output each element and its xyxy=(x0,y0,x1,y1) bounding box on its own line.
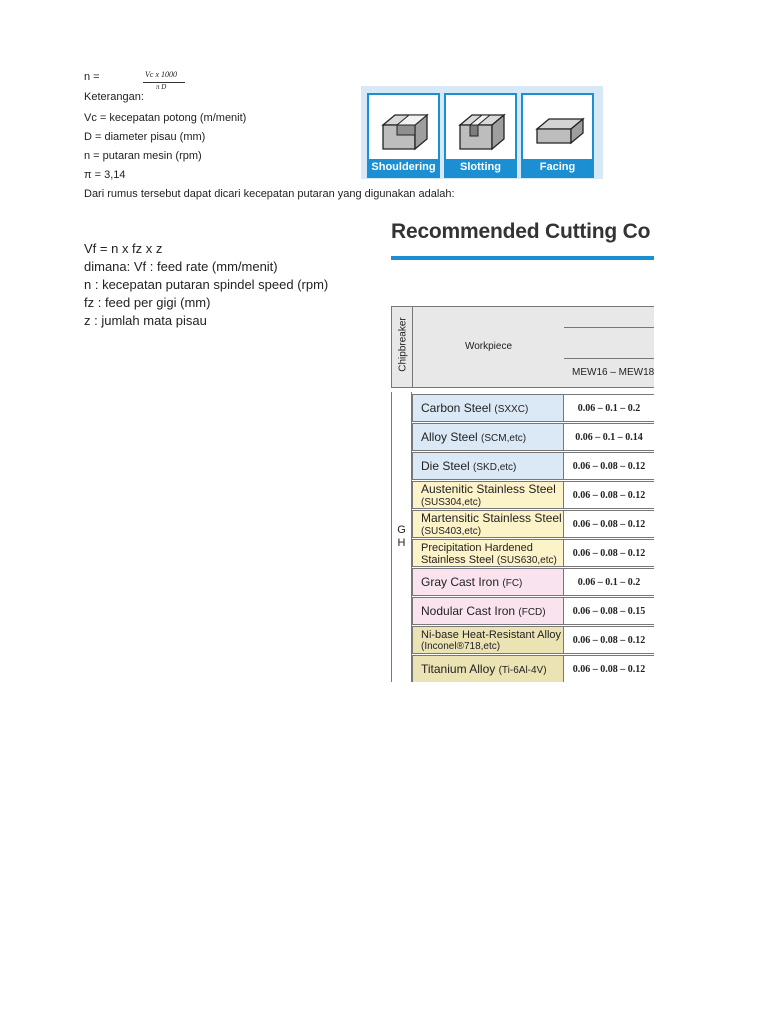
table-row xyxy=(412,510,654,539)
facing-block-icon xyxy=(531,103,589,155)
workpiece-name: Martensitic Stainless Steel xyxy=(421,511,562,525)
operation-label: Slotting xyxy=(446,159,515,176)
feed-value: 0.06 – 0.08 – 0.12 xyxy=(564,626,654,654)
workpiece-grade: (Inconel®718,etc) xyxy=(421,641,501,652)
feed-value: 0.06 – 0.08 – 0.12 xyxy=(564,539,654,567)
workpiece-cell xyxy=(412,539,564,567)
feed-line: Vf = n x fz x z xyxy=(84,241,163,256)
workpiece-name: Carbon Steel xyxy=(421,401,492,415)
operation-card-shouldering xyxy=(367,93,440,178)
table-row xyxy=(412,597,654,626)
workpiece-cell xyxy=(412,481,564,509)
workpiece-name: Ni-base Heat-Resistant Alloy xyxy=(421,629,562,641)
feed-line: dimana: Vf : feed rate (mm/menit) xyxy=(84,259,278,274)
chipbreaker-code-h: H xyxy=(397,537,406,549)
n-label: n = xyxy=(84,71,100,83)
workpiece-name: Austenitic Stainless Steel xyxy=(421,482,556,496)
feed-line: fz : feed per gigi (mm) xyxy=(84,295,211,310)
formula-numerator: Vc x 1000 xyxy=(145,70,177,79)
workpiece-cell xyxy=(412,568,564,596)
feed-line: n : kecepatan putaran spindel speed (rpm) xyxy=(84,277,329,292)
workpiece-cell xyxy=(412,626,564,654)
definition-line: Vc = kecepatan potong (m/menit) xyxy=(84,112,247,124)
workpiece-grade: (SKD,etc) xyxy=(473,462,517,473)
recommended-title: Recommended Cutting Co xyxy=(391,220,651,243)
feed-value: 0.06 – 0.08 – 0.12 xyxy=(564,655,654,682)
slotting-block-icon xyxy=(454,103,512,155)
model-header-cell xyxy=(564,306,654,388)
workpiece-name: Gray Cast Iron xyxy=(421,575,500,589)
workpiece-name: Nodular Cast Iron xyxy=(421,604,516,618)
feed-value: 0.06 – 0.08 – 0.15 xyxy=(564,597,654,625)
table-row xyxy=(412,481,654,510)
operation-card-facing xyxy=(521,93,594,178)
workpiece-header-cell xyxy=(412,306,565,388)
table-row xyxy=(412,568,654,597)
workpiece-grade: (Ti-6Al-4V) xyxy=(498,665,547,676)
workpiece-grade: (FC) xyxy=(502,578,523,589)
definition-line: Dari rumus tersebut dapat dicari kecepatan putaran yang digunakan adalah: xyxy=(84,188,455,200)
workpiece-cell xyxy=(412,394,564,422)
feed-line: z : jumlah mata pisau xyxy=(84,313,207,328)
workpiece-grade: (SCM,etc) xyxy=(481,433,527,444)
definition-line: n = putaran mesin (rpm) xyxy=(84,150,202,162)
workpiece-name: Die Steel xyxy=(421,459,470,473)
feed-value: 0.06 – 0.08 – 0.12 xyxy=(564,510,654,538)
workpiece-cell xyxy=(412,452,564,480)
workpiece-name: Titanium Alloy xyxy=(421,662,496,676)
feed-formula-list xyxy=(84,240,328,330)
table-row xyxy=(412,452,654,481)
feed-value: 0.06 – 0.1 – 0.14 xyxy=(564,423,654,451)
feed-value: 0.06 – 0.08 – 0.12 xyxy=(564,481,654,509)
workpiece-grade: (SUS630,etc) xyxy=(496,554,557,566)
operation-label: Shouldering xyxy=(369,159,438,176)
operation-label: Facing xyxy=(523,159,592,176)
chipbreaker-column xyxy=(391,392,412,682)
keterangan-label: Keterangan: xyxy=(84,91,144,103)
workpiece-name: Precipitation Hardened Stainless Steel xyxy=(421,541,533,566)
workpiece-grade: (FCD) xyxy=(518,607,546,618)
chipbreaker-code-g: G xyxy=(397,524,406,536)
model-header: MEW16 – MEW18 xyxy=(572,367,654,378)
table-row xyxy=(412,655,654,682)
title-underline xyxy=(391,256,654,260)
feed-value: 0.06 – 0.1 – 0.2 xyxy=(564,394,654,422)
table-row xyxy=(412,539,654,568)
workpiece-cell xyxy=(412,597,564,625)
workpiece-grade: (SUS304,etc) xyxy=(421,497,482,508)
workpiece-cell xyxy=(412,510,564,538)
workpiece-cell xyxy=(412,423,564,451)
operations-strip xyxy=(361,86,603,179)
table-row xyxy=(412,394,654,423)
table-row xyxy=(412,423,654,452)
chipbreaker-header-cell xyxy=(391,306,413,388)
workpiece-cell xyxy=(412,655,564,682)
feed-value: 0.06 – 0.08 – 0.12 xyxy=(564,452,654,480)
definition-line: D = diameter pisau (mm) xyxy=(84,131,206,143)
workpiece-header: Workpiece xyxy=(464,341,513,352)
cutting-conditions-table xyxy=(391,306,654,682)
workpiece-name: Alloy Steel xyxy=(421,430,478,444)
operation-card-slotting xyxy=(444,93,517,178)
table-row xyxy=(412,626,654,655)
shouldering-block-icon xyxy=(377,103,435,155)
definition-line: π = 3,14 xyxy=(84,169,126,181)
workpiece-grade: (SXXC) xyxy=(494,404,529,415)
workpiece-grade: (SUS403,etc) xyxy=(421,526,482,537)
feed-value: 0.06 – 0.1 – 0.2 xyxy=(564,568,654,596)
chipbreaker-header: Chipbreaker xyxy=(397,317,409,372)
formula-denominator: π D xyxy=(156,83,167,91)
